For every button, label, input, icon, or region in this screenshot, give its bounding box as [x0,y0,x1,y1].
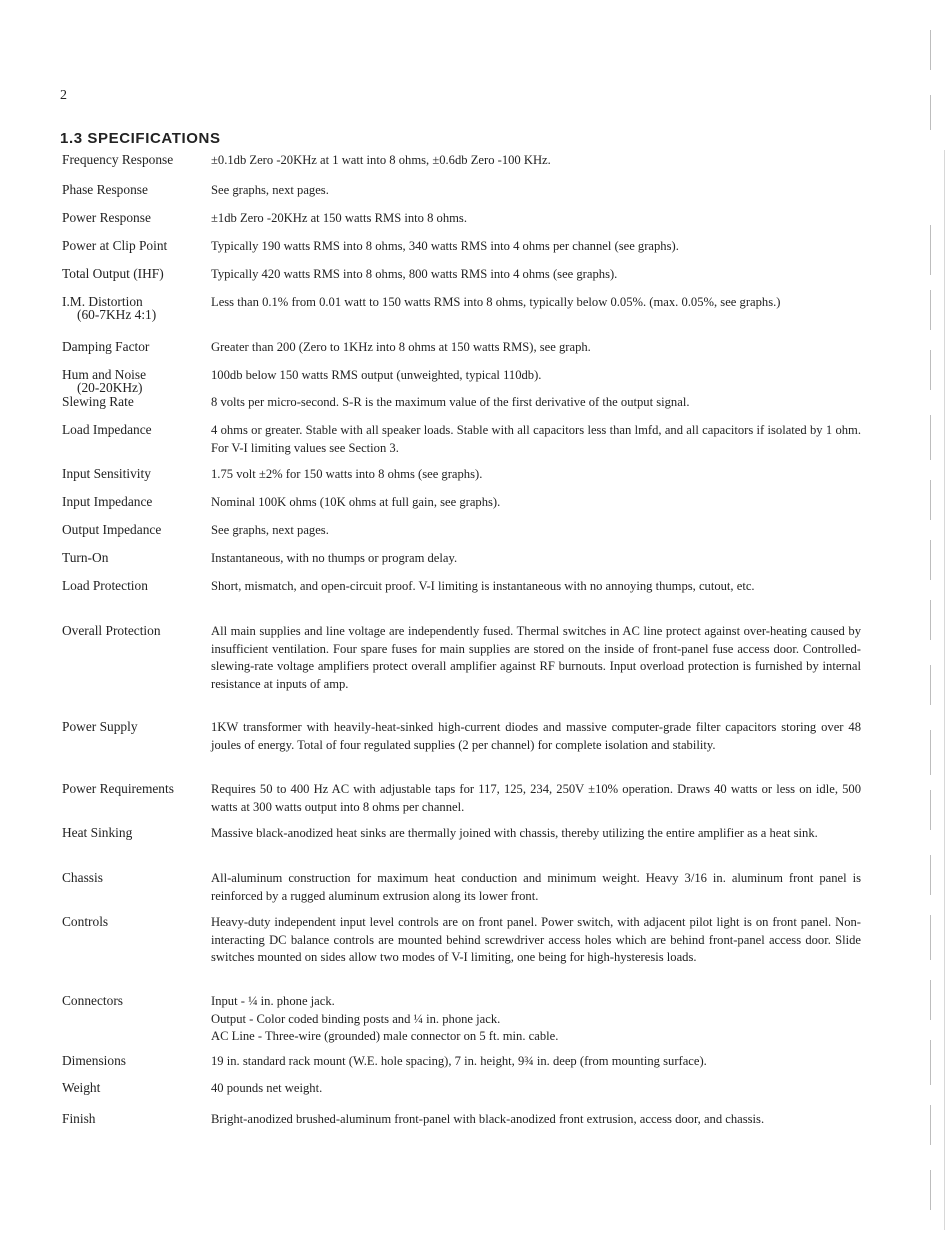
spec-value-text: Output - Color coded binding posts and ¼ in. phone jack. [211,1011,501,1026]
spec-label [62,211,202,224]
spec-value [211,182,861,200]
spec-value-text: 19 in. standard rack mount (W.E. hole spacing), 7 in. height, 9¾ in. deep (from mounting surface). [211,1054,707,1068]
spec-value [211,781,861,816]
spec-label-text: Damping Factor [62,339,150,354]
spec-label-text: Frequency Response [62,152,174,167]
spec-value [211,238,861,256]
spec-label-text: Turn-On [62,550,109,565]
spec-value [211,422,861,457]
spec-label-text: Weight [62,1080,101,1095]
spec-label-text: Overall Protection [62,623,161,638]
spec-value [211,1053,861,1071]
spec-label [62,395,202,408]
spec-label-text: Power Response [62,210,151,225]
spec-label-text: Hum and Noise [62,367,147,382]
spec-label-text: Chassis [62,870,103,885]
spec-value-text: Instantaneous, with no thumps or program delay. [211,551,458,565]
spec-label-text: Phase Response [62,182,148,197]
spec-value [211,1111,861,1129]
spec-value [211,550,861,568]
spec-label-text: Slewing Rate [62,394,134,409]
spec-value-text: 100db below 150 watts RMS output (unweighted, typical 110db). [211,368,542,382]
spec-value [211,266,861,284]
spec-value-text: ±0.1db Zero -20KHz at 1 watt into 8 ohms, ±0.6db Zero -100 KHz. [211,153,551,167]
page-number: 2 [60,88,67,103]
spec-value-text: 1.75 volt ±2% for 150 watts into 8 ohms (see graphs). [211,467,483,481]
spec-label-text: Power Requirements [62,781,174,796]
spec-value [211,914,861,967]
spec-value-text: Typically 420 watts RMS into 8 ohms, 800 watts RMS into 4 ohms (see graphs). [211,267,618,281]
spec-label-text: Finish [62,1111,96,1126]
spec-value [211,993,861,1046]
spec-label [62,523,202,536]
spec-label-text: Load Protection [62,578,148,593]
spec-value-text: Massive black-anodized heat sinks are thermally joined with chassis, thereby utilizing the entire amplifier as a heat sink. [211,826,818,840]
spec-value-text: 1KW transformer with heavily-heat-sinked high-current diodes and massive computer-grade filter capacitors storing over 48 joules of energy. Total of four regulated supplies (2 per channel) for complete isolation and stability. [211,720,861,752]
spec-label-text: Heat Sinking [62,825,133,840]
spec-label [62,340,202,353]
spec-value [211,367,861,385]
spec-label-text: Input Impedance [62,494,153,509]
spec-label [62,467,202,480]
spec-value-text: 40 pounds net weight. [211,1081,323,1095]
spec-value [211,394,861,412]
spec-label [62,915,202,928]
spec-label [62,267,202,280]
spec-label [62,423,202,436]
spec-label [62,295,202,321]
spec-label-subtext: (60-7KHz 4:1) [77,307,157,322]
spec-label-text: Dimensions [62,1053,126,1068]
spec-value-text: AC Line - Three-wire (grounded) male connector on 5 ft. min. cable. [211,1029,559,1043]
spec-label [62,579,202,592]
spec-label [62,994,202,1007]
spec-label [62,624,202,637]
spec-value-text: See graphs, next pages. [211,523,329,537]
spec-value-text: Heavy-duty independent input level controls are on front panel. Power switch, with adjacent pilot light is on front panel. Non-interacting DC balance controls are mounted behind screwdriver access holes which are behind front-panel access door. Slide switches mounted on sides allow two modes of V-I limiting, one being for high-hysteresis loads. [211,915,861,964]
spec-value [211,825,861,843]
spec-value-text: Greater than 200 (Zero to 1KHz into 8 ohms at 150 watts RMS), see graph. [211,340,591,354]
spec-label [62,871,202,884]
spec-value [211,210,861,228]
spec-value-text: All-aluminum construction for maximum heat conduction and minimum weight. Heavy 3/16 in. aluminum front panel is reinforced by a rugged aluminum extrusion along its lower front. [211,871,861,903]
spec-value [211,623,861,693]
spec-value [211,522,861,540]
spec-value [211,466,861,484]
spec-value [211,870,861,905]
spec-label [62,239,202,252]
spec-value-text: Requires 50 to 400 Hz AC with adjustable taps for 117, 125, 234, 250V ±10% operation. Draws 40 watts or less on idle, 500 watts at 300 watts output into 8 ohms per channel. [211,782,861,814]
section-title: 1.3 SPECIFICATIONS [60,130,221,147]
spec-value-text: 4 ohms or greater. Stable with all speaker loads. Stable with all capacitors less than lmfd, and all capacitors if isolated by 1 ohm. For V-I limiting values see Section 3. [211,423,861,455]
spec-label [62,495,202,508]
spec-label [62,1054,202,1067]
spec-label-text: Connectors [62,993,123,1008]
spec-value [211,1080,861,1098]
spec-value-text: All main supplies and line voltage are independently fused. Thermal switches in AC line protect against over-heating caused by insufficient ventilation. Four spare fuses for main supplies are stored on the inside of front-panel fuse access door. Controlled-slewing-rate voltage amplifiers protect overall amplifier against RF burnouts. Input overload protection is furnished by internal resistance at inputs of amp. [211,624,861,691]
spec-value-text: See graphs, next pages. [211,183,329,197]
spec-label-text: Total Output (IHF) [62,266,164,281]
spec-value [211,294,861,312]
spec-value-text: ±1db Zero -20KHz at 150 watts RMS into 8 ohms. [211,211,467,225]
spec-label-text: Power Supply [62,719,138,734]
spec-label [62,368,202,394]
spec-value [211,339,861,357]
spec-label [62,1081,202,1094]
spec-value-text: 8 volts per micro-second. S-R is the maximum value of the first derivative of the output signal. [211,395,690,409]
spec-value [211,152,861,170]
spec-label [62,153,202,166]
spec-value-text: Typically 190 watts RMS into 8 ohms, 340 watts RMS into 4 ohms per channel (see graphs). [211,239,679,253]
spec-label [62,826,202,839]
spec-value-text: Nominal 100K ohms (10K ohms at full gain, see graphs). [211,495,501,509]
spec-label-text: Load Impedance [62,422,152,437]
spec-label-text: Output Impedance [62,522,162,537]
spec-label-text: I.M. Distortion [62,294,143,309]
spec-label-text: Power at Clip Point [62,238,168,253]
spec-value-text: Bright-anodized brushed-aluminum front-panel with black-anodized front extrusion, access door, and chassis. [211,1112,765,1126]
spec-label [62,720,202,733]
spec-value [211,494,861,512]
spec-label [62,782,202,795]
spec-label [62,1112,202,1125]
spec-label-text: Input Sensitivity [62,466,151,481]
spec-label-subtext: (20-20KHz) [77,380,143,395]
spec-value-text: Short, mismatch, and open-circuit proof. V-I limiting is instantaneous with no annoying thumps, cutout, etc. [211,579,755,593]
spec-label-text: Controls [62,914,109,929]
spec-label [62,183,202,196]
spec-value [211,578,861,596]
spec-value [211,719,861,754]
spec-value-text: Input - ¼ in. phone jack. [211,994,335,1008]
spec-value-text: Less than 0.1% from 0.01 watt to 150 watts RMS into 8 ohms, typically below 0.05%. (max. 0.05%, see graphs.) [211,295,781,309]
spec-label [62,551,202,564]
